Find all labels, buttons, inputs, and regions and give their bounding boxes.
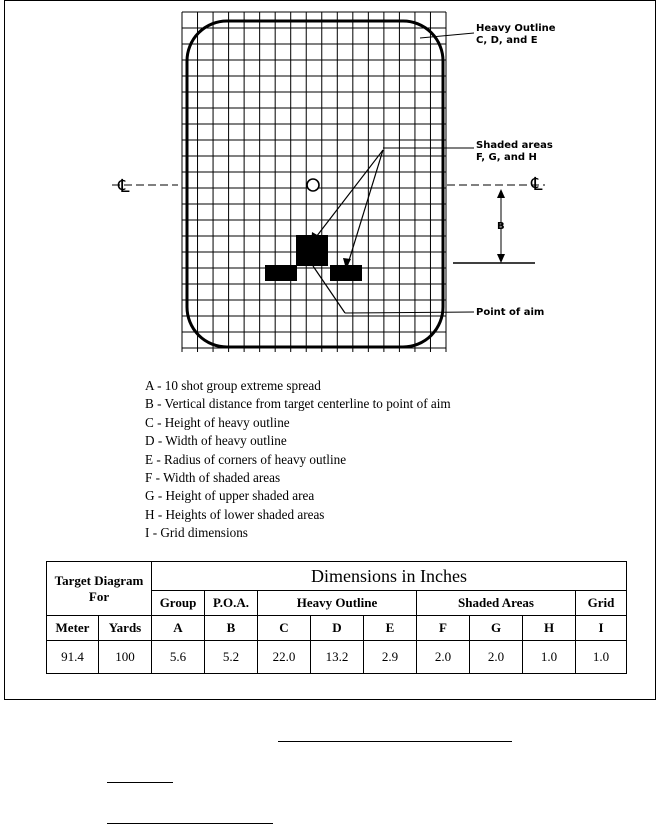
- heavy-outline-header: Heavy Outline: [258, 591, 417, 616]
- heavy-outline-label-2: C, D, and E: [476, 35, 538, 46]
- legend-item-f: F - Width of shaded areas: [145, 470, 281, 486]
- legend: [145, 377, 451, 543]
- grid-header: Grid: [576, 591, 627, 616]
- legend-item-e: E - Radius of corners of heavy outline: [145, 451, 347, 467]
- dimensions-table: [46, 561, 627, 674]
- dimensions-title: Dimensions in Inches: [152, 562, 627, 591]
- legend-item-h: H - Heights of lower shaded areas: [145, 506, 325, 522]
- value-yards: 100: [99, 641, 152, 674]
- centerline-left-symbol: ℄: [118, 176, 130, 197]
- col-b: B: [205, 616, 258, 641]
- col-a: A: [152, 616, 205, 641]
- col-f: F: [417, 616, 470, 641]
- legend-item-d: D - Width of heavy outline: [145, 433, 287, 449]
- underline-3: [107, 823, 273, 824]
- value-h: 1.0: [523, 641, 576, 674]
- target-diagram-header: Target Diagram For: [47, 562, 152, 616]
- col-g: G: [470, 616, 523, 641]
- b-label: B: [497, 221, 505, 232]
- underline-2: [107, 782, 173, 783]
- col-e: E: [364, 616, 417, 641]
- left-shaded-area: [265, 265, 297, 281]
- col-d: D: [311, 616, 364, 641]
- value-d: 13.2: [311, 641, 364, 674]
- value-a: 5.6: [152, 641, 205, 674]
- value-meter: 91.4: [47, 641, 99, 674]
- col-c: C: [258, 616, 311, 641]
- col-meter: Meter: [47, 616, 99, 641]
- legend-item-c: C - Height of heavy outline: [145, 414, 290, 430]
- value-i: 1.0: [576, 641, 627, 674]
- value-b: 5.2: [205, 641, 258, 674]
- shaded-areas-label: Shaded areas: [476, 140, 553, 151]
- point-of-aim-label: Point of aim: [476, 307, 545, 318]
- value-c: 22.0: [258, 641, 311, 674]
- shaded-leader-upper: [313, 150, 383, 241]
- poa-header: P.O.A.: [205, 591, 258, 616]
- group-header: Group: [152, 591, 205, 616]
- col-h: H: [523, 616, 576, 641]
- value-g: 2.0: [470, 641, 523, 674]
- value-f: 2.0: [417, 641, 470, 674]
- heavy-outline-leader: [420, 33, 474, 38]
- heavy-outline-label: Heavy Outline: [476, 23, 556, 34]
- shaded-areas-header: Shaded Areas: [417, 591, 576, 616]
- underline-1: [278, 741, 512, 742]
- legend-item-a: A - 10 shot group extreme spread: [145, 378, 321, 393]
- shaded-areas-label-2: F, G, and H: [476, 152, 537, 163]
- legend-item-i: I - Grid dimensions: [145, 525, 248, 541]
- point-of-aim-leader-b: [345, 312, 474, 313]
- col-yards: Yards: [99, 616, 152, 641]
- centerline-right-symbol: ℄: [531, 174, 543, 195]
- legend-item-b: B - Vertical distance from target centerline to point of aim: [145, 396, 451, 412]
- legend-item-g: G - Height of upper shaded area: [145, 488, 315, 504]
- center-circle: [307, 179, 319, 191]
- value-e: 2.9: [364, 641, 417, 674]
- col-i: I: [576, 616, 627, 641]
